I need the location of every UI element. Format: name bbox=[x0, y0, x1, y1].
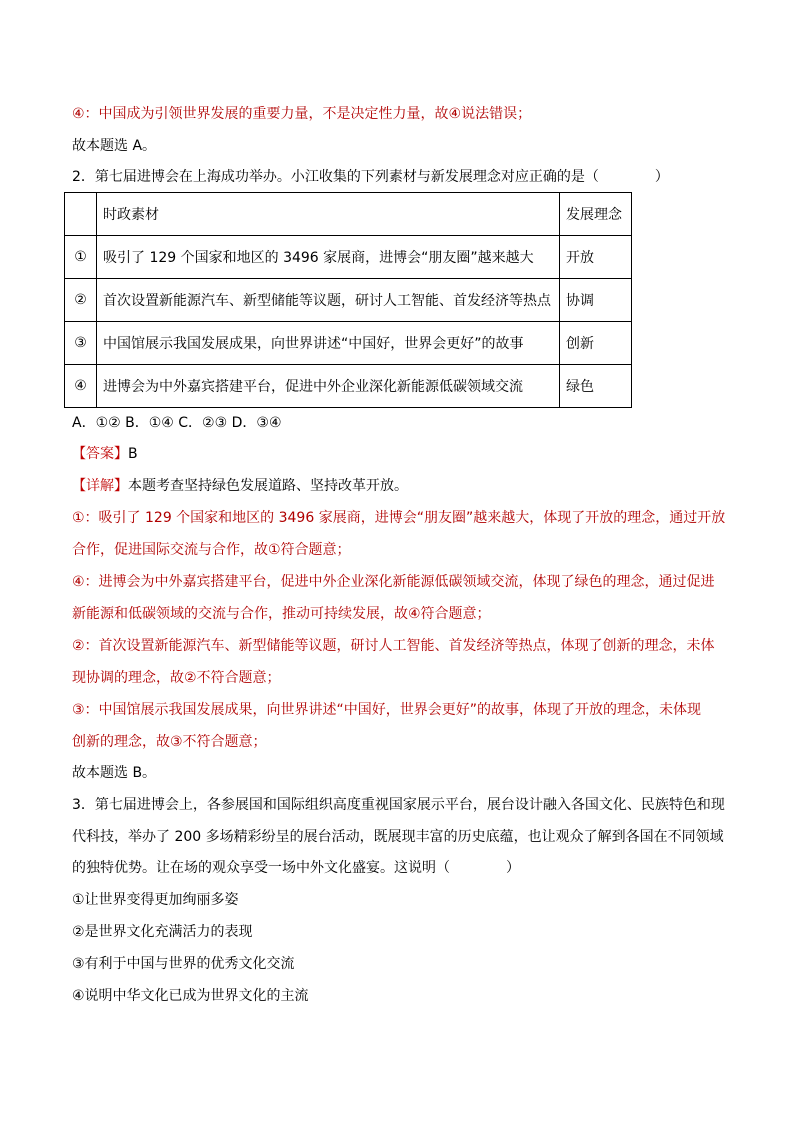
table-row bbox=[65, 279, 632, 322]
table-cell-number: ③ bbox=[65, 322, 97, 365]
q3-stem-line-1: 3．第七届进博会上，各参展国和国际组织高度重视国家展示平台，展台设计融入各国文化、民族特色和现 bbox=[72, 797, 725, 813]
table-cell-concept: 绿色 bbox=[560, 365, 632, 408]
q2-stem: 2．第七届进博会在上海成功举办。小江收集的下列素材与新发展理念对应正确的是（ ） bbox=[72, 169, 669, 185]
table-cell-material: 首次设置新能源汽车、新型储能等议题，研讨人工智能、首发经济等热点 bbox=[97, 279, 560, 322]
table-cell-concept: 协调 bbox=[560, 279, 632, 322]
q2-explanation-4: ③：中国馆展示我国发展成果，向世界讲述“中国好，世界会更好”的故事，体现了开放的理念，未体现 bbox=[72, 702, 702, 718]
table-row bbox=[65, 236, 632, 279]
table-header-cell: 发展理念 bbox=[560, 193, 632, 236]
table-cell-material: 中国馆展示我国发展成果，向世界讲述“中国好，世界会更好”的故事 bbox=[97, 322, 560, 365]
q2-conclusion: 故本题选 B。 bbox=[72, 765, 157, 781]
table-cell-concept: 开放 bbox=[560, 236, 632, 279]
q2-explanation-3-cont: 现协调的理念，故②不符合题意； bbox=[72, 670, 281, 686]
q2-options: A．①② B．①④ C．②③ D．③④ bbox=[72, 415, 282, 431]
answer-tag: 【答案】 bbox=[72, 446, 128, 462]
detail-tag: 【详解】 bbox=[72, 478, 128, 494]
q2-detail bbox=[72, 476, 408, 496]
table-cell-number: ② bbox=[65, 279, 97, 322]
table-header-cell bbox=[65, 193, 97, 236]
table-cell-number: ① bbox=[65, 236, 97, 279]
q3-stem-line-3: 的独特优势。让在场的观众享受一场中外文化盛宴。这说明（ ） bbox=[72, 860, 520, 876]
table-header-row bbox=[65, 193, 632, 236]
q2-explanation-4-cont: 创新的理念，故③不符合题意； bbox=[72, 734, 267, 750]
table-cell-concept: 创新 bbox=[560, 322, 632, 365]
prev-explanation-point-4: ④：中国成为引领世界发展的重要力量，不是决定性力量，故④说法错误； bbox=[72, 106, 532, 122]
table-row bbox=[65, 322, 632, 365]
answer-value: B bbox=[128, 446, 138, 462]
table-cell-material: 吸引了 129 个国家和地区的 3496 家展商，进博会“朋友圈”越来越大 bbox=[97, 236, 560, 279]
q3-statement-4: ④说明中华文化已成为世界文化的主流 bbox=[72, 988, 309, 1004]
q2-table bbox=[64, 192, 632, 408]
table-row bbox=[65, 365, 632, 408]
detail-text: 本题考查坚持绿色发展道路、坚持改革开放。 bbox=[128, 478, 408, 494]
table-header-cell: 时政素材 bbox=[97, 193, 560, 236]
q3-statement-2: ②是世界文化充满活力的表现 bbox=[72, 924, 253, 940]
q2-explanation-2-cont: 新能源和低碳领域的交流与合作，推动可持续发展，故④符合题意； bbox=[72, 606, 491, 622]
q3-statement-3: ③有利于中国与世界的优秀文化交流 bbox=[72, 956, 295, 972]
q2-answer bbox=[72, 444, 138, 464]
q3-statement-1: ①让世界变得更加绚丽多姿 bbox=[72, 892, 239, 908]
prev-answer-conclusion: 故本题选 A。 bbox=[72, 138, 157, 154]
q3-stem-line-2: 代科技，举办了 200 多场精彩纷呈的展台活动，既展现丰富的历史底蕴，也让观众了解到各国在不同领域 bbox=[72, 829, 724, 845]
table-cell-material: 进博会为中外嘉宾搭建平台，促进中外企业深化新能源低碳领域交流 bbox=[97, 365, 560, 408]
table-cell-number: ④ bbox=[65, 365, 97, 408]
q2-explanation-1-cont: 合作，促进国际交流与合作，故①符合题意； bbox=[72, 542, 351, 558]
q2-explanation-1: ①：吸引了 129 个国家和地区的 3496 家展商，进博会“朋友圈”越来越大，体现了开放的理念，通过开放 bbox=[72, 510, 726, 526]
q2-explanation-2: ④：进博会为中外嘉宾搭建平台，促进中外企业深化新能源低碳领域交流，体现了绿色的理念，通过促进 bbox=[72, 574, 715, 590]
q2-explanation-3: ②：首次设置新能源汽车、新型储能等议题，研讨人工智能、首发经济等热点，体现了创新的理念，未体 bbox=[72, 638, 715, 654]
